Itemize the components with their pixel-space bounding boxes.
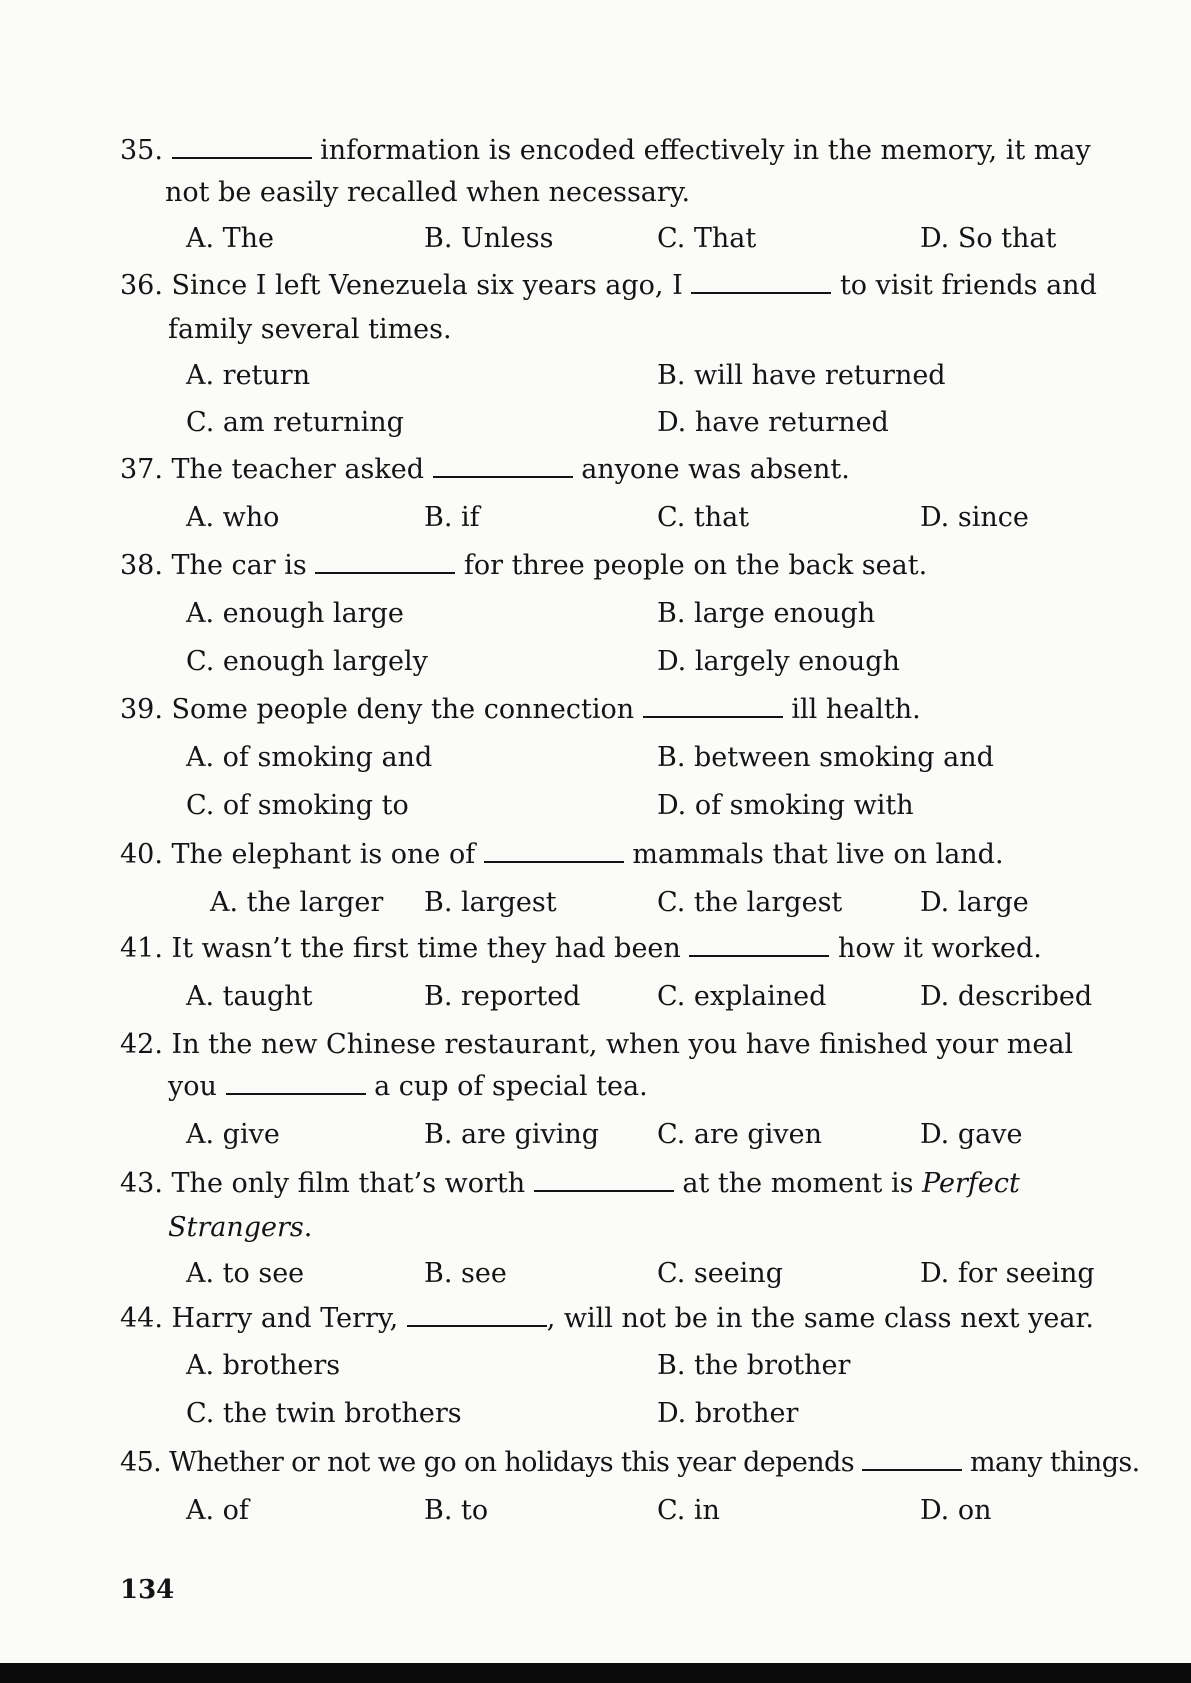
option-c: C. seeing [657, 1258, 783, 1289]
answer-blank [534, 1170, 674, 1192]
answer-blank [172, 137, 312, 159]
film-title-part: Strangers [168, 1212, 304, 1243]
option-b: B. see [424, 1258, 507, 1289]
option-b: B. are giving [424, 1119, 600, 1150]
option-a: A. to see [186, 1258, 305, 1289]
option-a: A. of [186, 1495, 249, 1526]
scan-edge [0, 1663, 1191, 1683]
question-37: 37. The teacher asked anyone was absent. [120, 454, 850, 485]
question-35: 35. information is encoded effectively in the memory, it may [120, 135, 1091, 166]
option-a: A. brothers [186, 1350, 341, 1381]
option-c: C. That [657, 223, 757, 254]
option-c: C. am returning [186, 407, 404, 438]
question-number: 44. [120, 1303, 163, 1334]
option-b: B. if [424, 502, 480, 533]
option-c: C. of smoking to [186, 790, 409, 821]
question-number: 43. [120, 1168, 163, 1199]
answer-blank [689, 935, 829, 957]
option-a: A. The [186, 223, 275, 254]
answer-blank [407, 1305, 547, 1327]
option-d: D. since [920, 502, 1029, 533]
option-d: D. have returned [657, 407, 889, 438]
option-c: C. enough largely [186, 646, 428, 677]
option-a: A. taught [186, 981, 313, 1012]
option-b: B. between smoking and [657, 742, 994, 773]
option-d: D. described [920, 981, 1093, 1012]
question-number: 36. [120, 270, 163, 301]
question-number: 42. [120, 1029, 163, 1060]
question-number: 38. [120, 550, 163, 581]
option-b: B. will have returned [657, 360, 946, 391]
option-b: B. reported [424, 981, 581, 1012]
option-a: A. return [186, 360, 311, 391]
option-b: B. large enough [657, 598, 876, 629]
question-42: 42. In the new Chinese restaurant, when you have finished your meal [120, 1029, 1074, 1060]
option-c: C. explained [657, 981, 827, 1012]
option-d: D. for seeing [920, 1258, 1095, 1289]
option-a: A. the larger [210, 887, 384, 918]
answer-blank [691, 272, 831, 294]
question-39: 39. Some people deny the connection ill health. [120, 694, 921, 725]
question-43-continued: Strangers. [168, 1212, 313, 1243]
question-number: 40. [120, 839, 163, 870]
option-c: C. are given [657, 1119, 822, 1150]
question-number: 39. [120, 694, 163, 725]
answer-blank [643, 696, 783, 718]
question-number: 41. [120, 933, 163, 964]
option-b: B. the brother [657, 1350, 851, 1381]
answer-blank [862, 1449, 962, 1471]
answer-blank [433, 456, 573, 478]
question-35-continued: not be easily recalled when necessary. [165, 177, 691, 208]
option-a: A. give [186, 1119, 280, 1150]
option-d: D. So that [920, 223, 1057, 254]
question-41: 41. It wasn’t the first time they had been how it worked. [120, 933, 1042, 964]
question-40: 40. The elephant is one of mammals that live on land. [120, 839, 1004, 870]
option-c: C. the twin brothers [186, 1398, 462, 1429]
question-44: 44. Harry and Terry, , will not be in the same class next year. [120, 1303, 1094, 1334]
answer-blank [484, 841, 624, 863]
question-43: 43. The only film that’s worth at the moment is Perfect [120, 1168, 1020, 1199]
option-a: A. of smoking and [186, 742, 433, 773]
option-b: B. to [424, 1495, 489, 1526]
option-b: B. largest [424, 887, 557, 918]
question-45: 45. Whether or not we go on holidays this year depends many things. [120, 1447, 1140, 1478]
question-36: 36. Since I left Venezuela six years ago, I to visit friends and [120, 270, 1097, 301]
question-number: 35. [120, 135, 163, 166]
question-number: 45. [120, 1447, 162, 1478]
page-number: 134 [120, 1575, 175, 1605]
option-c: C. the largest [657, 887, 843, 918]
option-d: D. largely enough [657, 646, 900, 677]
option-d: D. brother [657, 1398, 799, 1429]
option-c: C. that [657, 502, 750, 533]
answer-blank [226, 1073, 366, 1095]
option-d: D. on [920, 1495, 992, 1526]
option-a: A. who [186, 502, 280, 533]
question-number: 37. [120, 454, 163, 485]
question-42-continued: you a cup of special tea. [168, 1071, 648, 1102]
option-d: D. gave [920, 1119, 1023, 1150]
question-38: 38. The car is for three people on the back seat. [120, 550, 928, 581]
question-36-continued: family several times. [168, 314, 452, 345]
option-c: C. in [657, 1495, 720, 1526]
answer-blank [315, 552, 455, 574]
option-d: D. large [920, 887, 1029, 918]
option-a: A. enough large [186, 598, 404, 629]
option-d: D. of smoking with [657, 790, 914, 821]
option-b: B. Unless [424, 223, 554, 254]
film-title-part: Perfect [922, 1168, 1020, 1199]
